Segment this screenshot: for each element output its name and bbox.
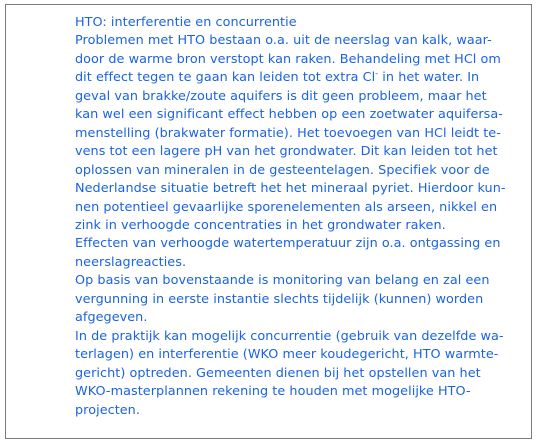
paragraph-line: kan wel een significant effect hebben op een zoetwater aquifersa- bbox=[75, 107, 503, 123]
paragraph-line: Nederlandse situatie betreft het het mineraal pyriet. Hierdoor kun- bbox=[75, 181, 506, 197]
paragraph-line: oplossen van mineralen in de gesteentelagen. Specifiek voor de bbox=[75, 162, 490, 178]
paragraph-line: menstelling (brakwater formatie). Het toevoegen van HCl leidt te- bbox=[75, 125, 501, 141]
paragraph-line: door de warme bron verstopt kan raken. Behandeling met HCl om bbox=[75, 51, 501, 67]
paragraph-line bbox=[75, 69, 527, 87]
paragraph-line: Effecten van verhoogde watertemperatuur zijn o.a. ontgassing en bbox=[75, 236, 501, 252]
paragraph-line-part: dit effect tegen te gaan kan leiden tot extra Cl bbox=[75, 70, 376, 86]
paragraph-line: projecten. bbox=[75, 402, 140, 418]
paragraph-line: afgegeven. bbox=[75, 310, 148, 326]
paragraph-line: nen potentieel gevaarlijke sporenelementen als arseen, nikkel en bbox=[75, 199, 498, 215]
paragraph-line: geval van brakke/zoute aquifers is dit geen probleem, maar het bbox=[75, 88, 487, 104]
paragraph-line-part: in het water. In bbox=[378, 70, 480, 86]
paragraph-line: neerslagreacties. bbox=[75, 254, 187, 270]
paragraph-line: Op basis van bovenstaande is monitoring van belang en zal een bbox=[75, 273, 490, 289]
text-box bbox=[5, 4, 532, 439]
paragraph-line: WKO-masterplannen rekening te houden met mogelijke HTO- bbox=[75, 384, 471, 400]
paragraph-line: zink in verhoogde concentraties in het grondwater raken. bbox=[75, 217, 446, 233]
paragraph-line: vens tot een lagere pH van het grondwater. Dit kan leiden tot het bbox=[75, 144, 498, 160]
section-title: HTO: interferentie en concurrentie bbox=[75, 15, 297, 30]
paragraph-line: In de praktijk kan mogelijk concurrentie (gebruik van dezelfde wa- bbox=[75, 328, 504, 344]
paragraph-line: terlagen) en interferentie (WKO meer koudegericht, HTO warmte- bbox=[75, 347, 499, 363]
paragraph-line: vergunning in eerste instantie slechts tijdelijk (kunnen) worden bbox=[75, 291, 484, 307]
paragraph-line: gericht) optreden. Gemeenten dienen bij het opstellen van het bbox=[75, 365, 481, 381]
chloride-superscript: - bbox=[375, 69, 379, 79]
paragraph-line: Problemen met HTO bestaan o.a. uit de neerslag van kalk, waar- bbox=[75, 33, 492, 49]
text-content bbox=[75, 14, 527, 420]
